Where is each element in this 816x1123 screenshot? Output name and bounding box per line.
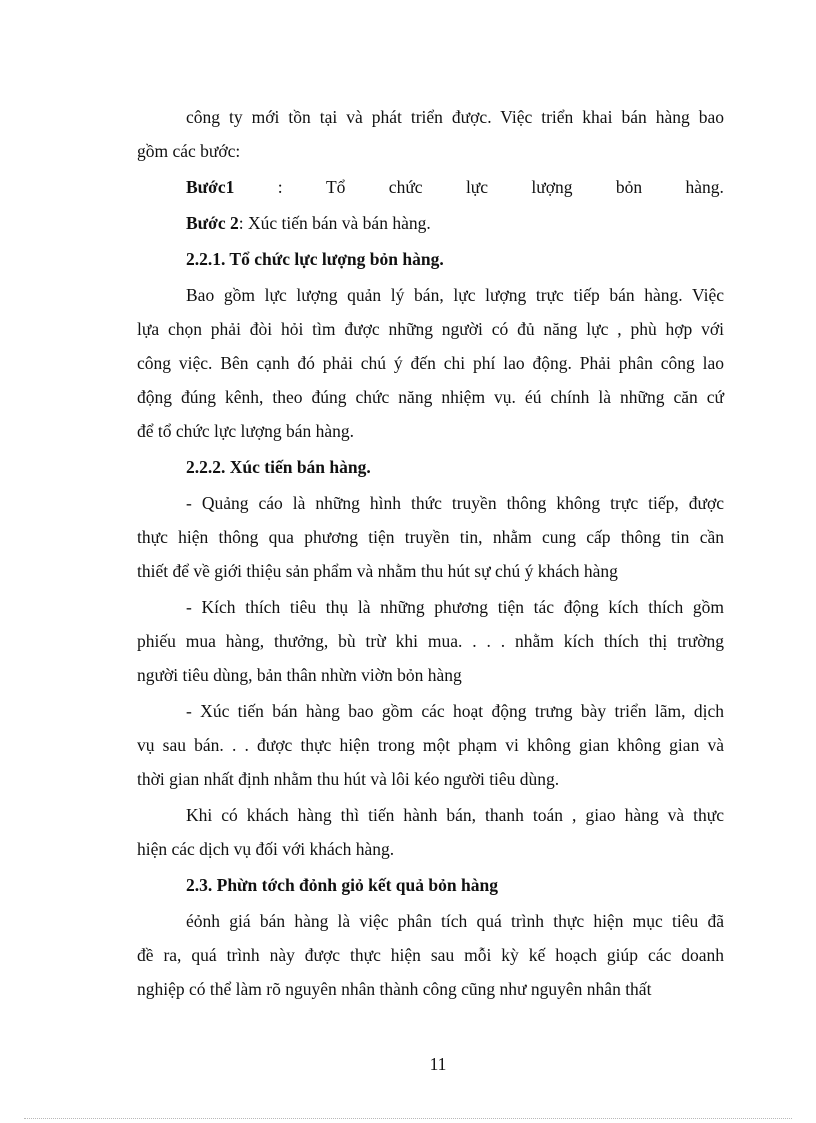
page-bottom-rule — [24, 1118, 792, 1119]
text-line: để tổ chức lực lượng bán hàng. — [137, 421, 355, 441]
page-number: 11 — [429, 1054, 447, 1074]
text-line: người tiêu dùng, bản thân nhừn viờn bỏn hàng — [137, 665, 462, 685]
step-1-colon: : — [277, 177, 283, 197]
step-1-word: hàng. — [685, 177, 724, 197]
heading-2-2-1: 2.2.1. Tổ chức lực lượng bỏn hàng. — [186, 249, 444, 269]
paragraph-intro — [137, 100, 724, 168]
step-1-word: lượng — [531, 177, 573, 197]
step-1-word: lực — [465, 177, 489, 197]
text-line: vụ sau bán. . . được thực hiện trong một phạm vi không gian không gian và — [137, 735, 724, 755]
paragraph-stimulation — [137, 590, 724, 692]
text-line: thời gian nhất định nhằm thu hút và lôi kéo người tiêu dùng. — [137, 769, 560, 789]
text-line: lựa chọn phải đòi hỏi tìm được những người có đủ năng lực , phù hợp với — [137, 319, 724, 339]
text-line: đề ra, quá trình này được thực hiện sau mỗi kỳ kế hoạch giúp các doanh — [137, 945, 724, 965]
text-line: éỏnh giá bán hàng là việc phân tích quá trình thực hiện mục tiêu đã — [186, 911, 724, 931]
text-line: phiếu mua hàng, thưởng, bù trừ khi mua. . . . nhằm kích thích thị trường — [137, 631, 724, 651]
step-1-word: bỏn — [615, 177, 643, 197]
step-2-text: : Xúc tiến bán và bán hàng. — [238, 213, 431, 233]
body-text — [137, 100, 724, 1006]
text-line: công ty mới tồn tại và phát triển được. Việc triển khai bán hàng bao — [186, 107, 724, 127]
paragraph-sales-force — [137, 278, 724, 448]
step-2 — [137, 206, 724, 240]
text-line: động đúng kênh, theo đúng chức năng nhiệm vụ. éú chính là những căn cứ — [137, 387, 724, 407]
paragraph-customers — [137, 798, 724, 866]
text-line: gồm các bước: — [137, 141, 241, 161]
text-line: thực hiện thông qua phương tiện truyền tin, nhằm cung cấp thông tin cần — [137, 527, 724, 547]
text-line: hiện các dịch vụ đối với khách hàng. — [137, 839, 395, 859]
text-line: Khi có khách hàng thì tiến hành bán, thanh toán , giao hàng và thực — [186, 805, 724, 825]
text-line: nghiệp có thể làm rõ nguyên nhân thành công cũng như nguyên nhân thất — [137, 979, 652, 999]
step-1-word: chức — [388, 177, 423, 197]
text-line: Bao gồm lực lượng quản lý bán, lực lượng trực tiếp bán hàng. Việc — [186, 285, 724, 305]
text-line: - Kích thích tiêu thụ là những phương tiện tác động kích thích gồm — [186, 597, 724, 617]
heading-2-2-2: 2.2.2. Xúc tiến bán hàng. — [186, 457, 371, 477]
step-1 — [137, 170, 724, 204]
step-1-word: Tổ — [325, 177, 346, 197]
step-1-label: Bước1 — [186, 177, 235, 197]
paragraph-evaluation — [137, 904, 724, 1006]
text-line: - Xúc tiến bán hàng bao gồm các hoạt động trưng bày triển lãm, dịch — [186, 701, 724, 721]
step-2-label: Bước 2 — [186, 213, 239, 233]
text-line: công việc. Bên cạnh đó phải chú ý đến chi phí lao động. Phải phân công lao — [137, 353, 724, 373]
paragraph-promotion — [137, 694, 724, 796]
text-line: - Quảng cáo là những hình thức truyền thông không trực tiếp, được — [186, 493, 724, 513]
text-line: thiết để về giới thiệu sản phẩm và nhằm thu hút sự chú ý khách hàng — [137, 561, 618, 581]
heading-2-3: 2.3. Phừn tớch đỏnh giỏ kết quả bỏn hàng — [186, 875, 498, 895]
paragraph-advertising — [137, 486, 724, 588]
